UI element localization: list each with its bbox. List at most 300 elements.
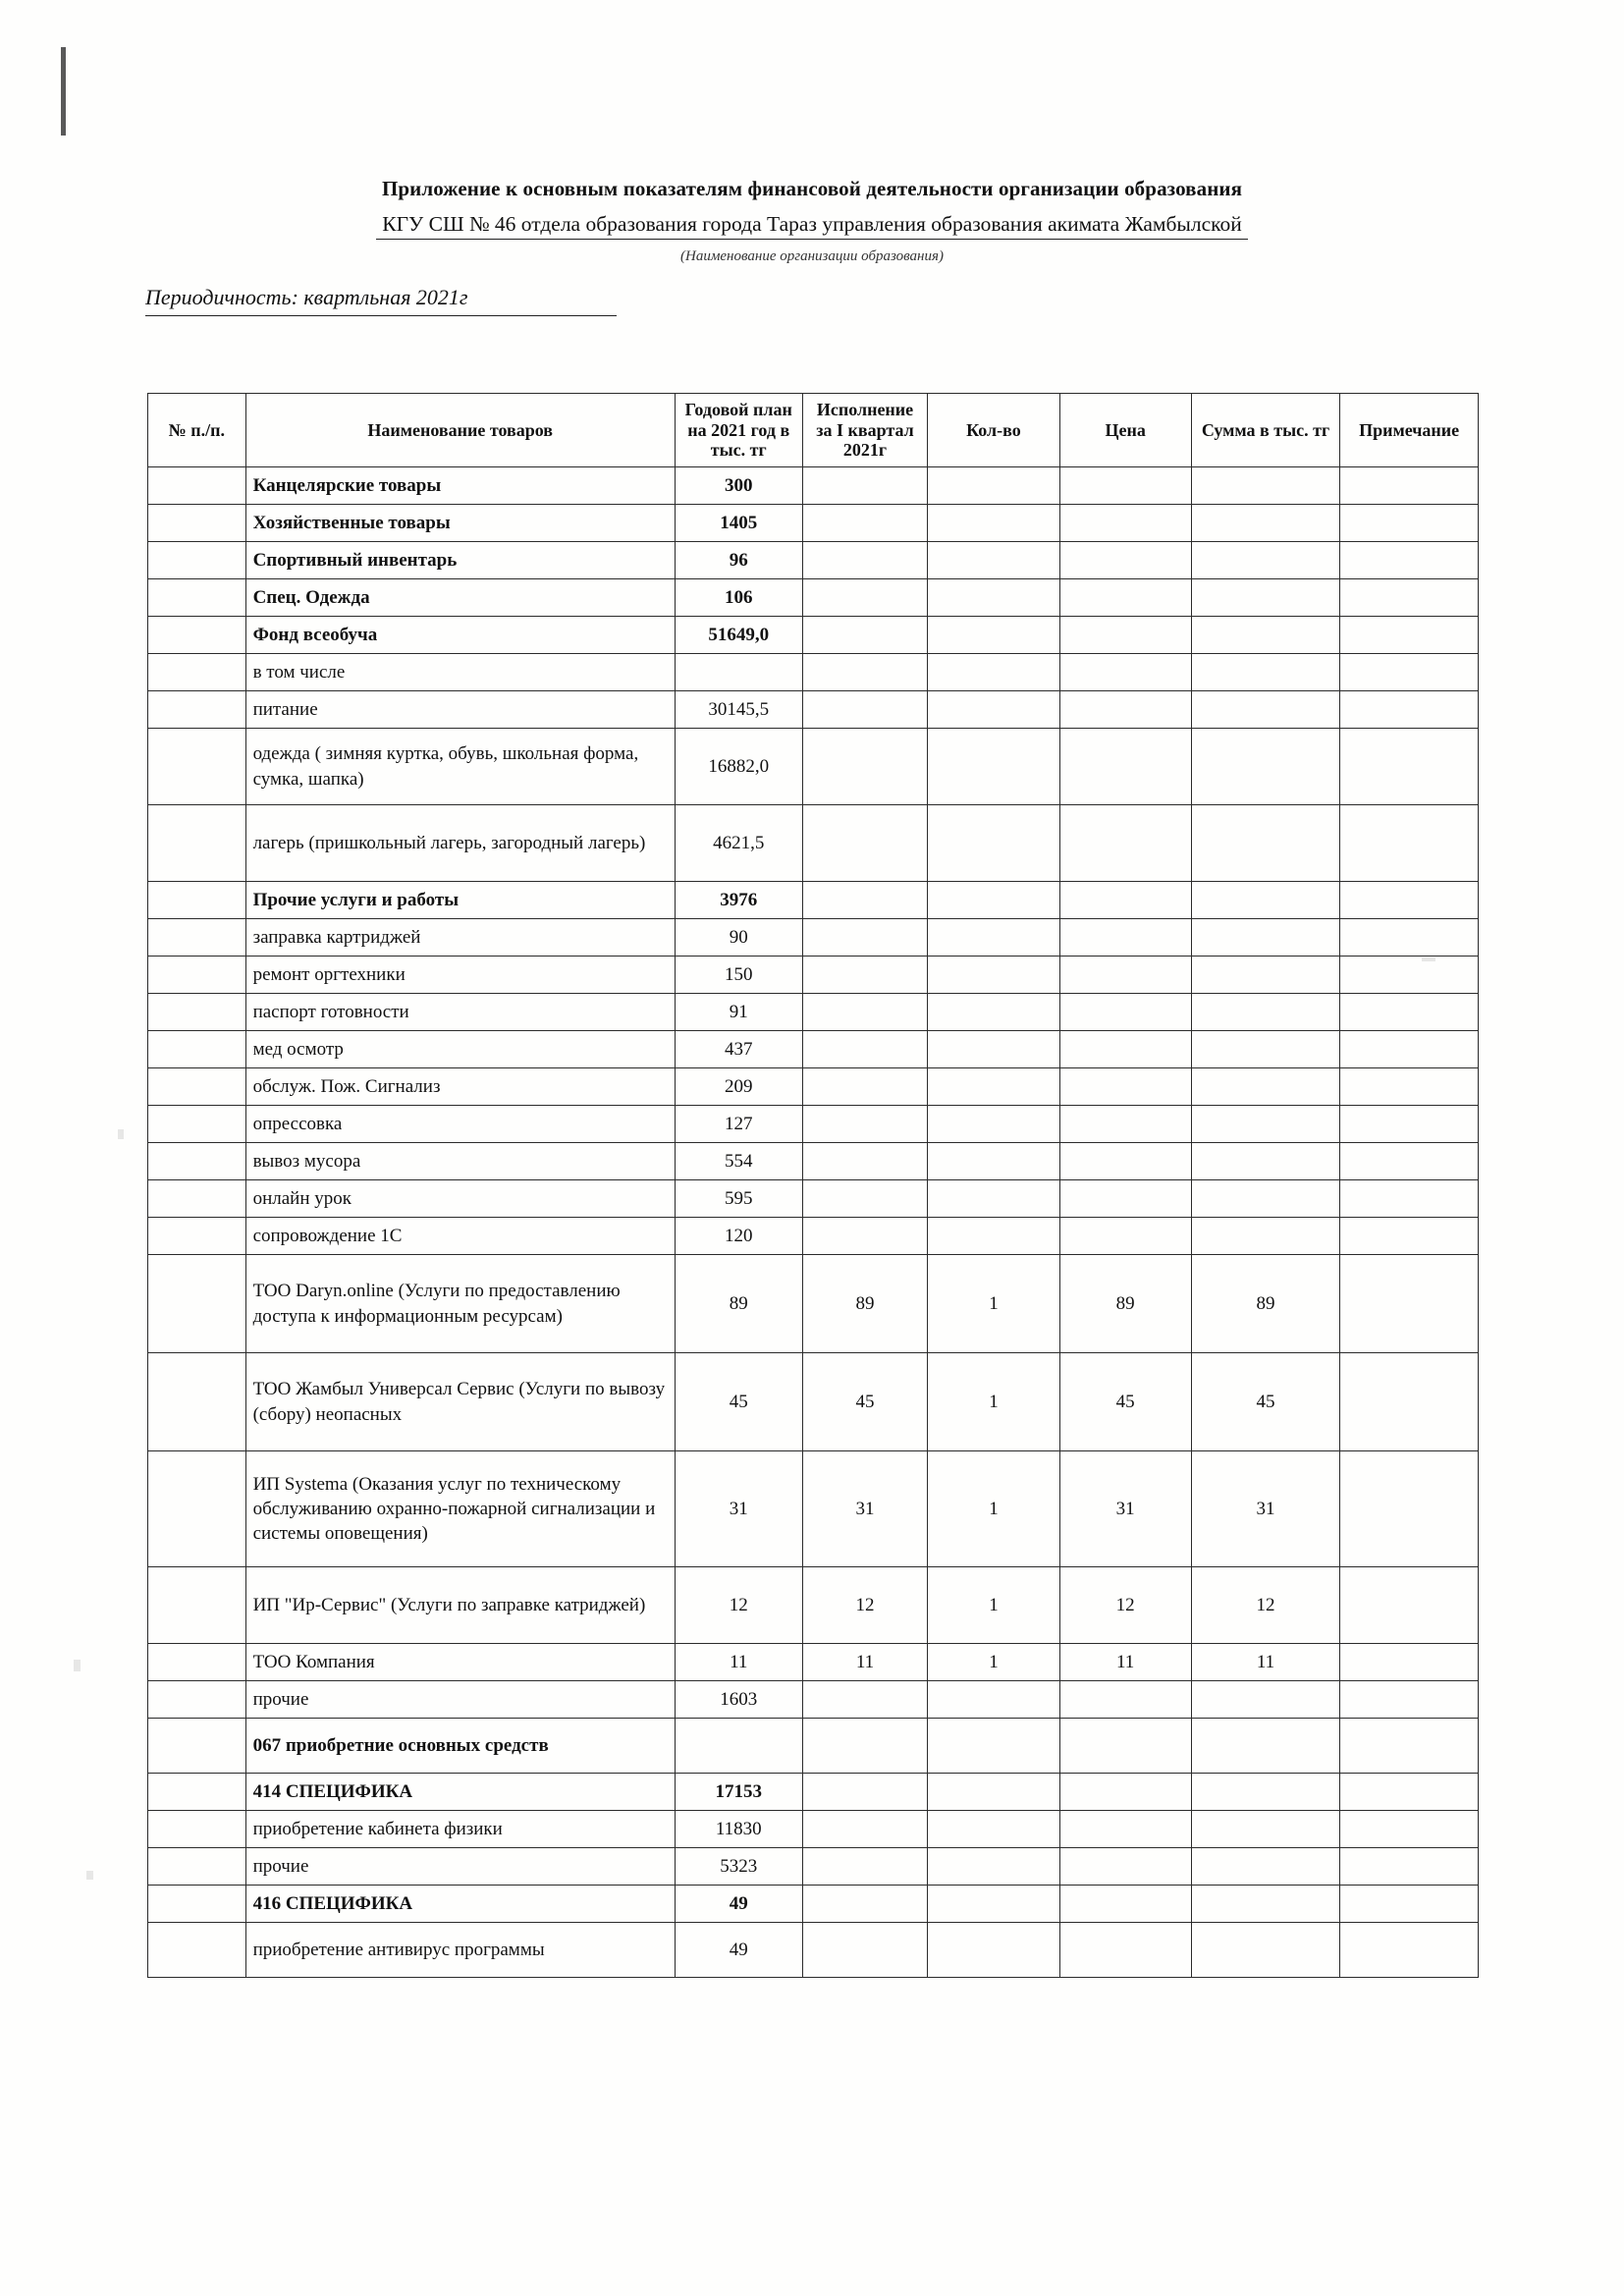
cell-sum: 31 bbox=[1191, 1451, 1340, 1567]
cell-q1-execution bbox=[802, 1923, 928, 1978]
cell-sum bbox=[1191, 1068, 1340, 1106]
cell-annual-plan: 51649,0 bbox=[675, 617, 802, 654]
cell-note bbox=[1340, 617, 1479, 654]
cell-no bbox=[148, 957, 246, 994]
cell-sum bbox=[1191, 805, 1340, 882]
cell-no bbox=[148, 1031, 246, 1068]
table-row bbox=[148, 1923, 1479, 1978]
cell-q1-execution: 45 bbox=[802, 1353, 928, 1451]
cell-goods-name: сопровождение 1С bbox=[245, 1218, 675, 1255]
table-row bbox=[148, 691, 1479, 729]
cell-note bbox=[1340, 1811, 1479, 1848]
table-row bbox=[148, 729, 1479, 805]
cell-annual-plan: 127 bbox=[675, 1106, 802, 1143]
cell-no bbox=[148, 729, 246, 805]
cell-q1-execution bbox=[802, 617, 928, 654]
cell-sum bbox=[1191, 691, 1340, 729]
cell-annual-plan: 17153 bbox=[675, 1774, 802, 1811]
cell-price bbox=[1059, 919, 1191, 957]
cell-q1-execution bbox=[802, 1886, 928, 1923]
cell-sum bbox=[1191, 1143, 1340, 1180]
cell-sum bbox=[1191, 1848, 1340, 1886]
table-row bbox=[148, 1143, 1479, 1180]
cell-price bbox=[1059, 882, 1191, 919]
table-row bbox=[148, 467, 1479, 505]
cell-goods-name: приобретение антивирус программы bbox=[245, 1923, 675, 1978]
cell-no bbox=[148, 654, 246, 691]
cell-note bbox=[1340, 1218, 1479, 1255]
cell-no bbox=[148, 467, 246, 505]
cell-note bbox=[1340, 1923, 1479, 1978]
cell-sum bbox=[1191, 994, 1340, 1031]
table-row bbox=[148, 1644, 1479, 1681]
cell-note bbox=[1340, 654, 1479, 691]
cell-q1-execution bbox=[802, 1031, 928, 1068]
cell-annual-plan: 16882,0 bbox=[675, 729, 802, 805]
cell-quantity bbox=[928, 542, 1059, 579]
cell-goods-name: 416 СПЕЦИФИКА bbox=[245, 1886, 675, 1923]
cell-goods-name: лагерь (пришкольный лагерь, загородный лагерь) bbox=[245, 805, 675, 882]
cell-price bbox=[1059, 1681, 1191, 1719]
table-row bbox=[148, 1719, 1479, 1774]
cell-no bbox=[148, 1923, 246, 1978]
cell-note bbox=[1340, 882, 1479, 919]
cell-note bbox=[1340, 1106, 1479, 1143]
scan-edge-mark bbox=[61, 47, 66, 136]
cell-goods-name: ремонт оргтехники bbox=[245, 957, 675, 994]
cell-no bbox=[148, 1143, 246, 1180]
cell-goods-name: 414 СПЕЦИФИКА bbox=[245, 1774, 675, 1811]
cell-goods-name: Фонд всеобуча bbox=[245, 617, 675, 654]
table-row bbox=[148, 1068, 1479, 1106]
cell-quantity bbox=[928, 691, 1059, 729]
cell-price bbox=[1059, 1218, 1191, 1255]
table-row bbox=[148, 505, 1479, 542]
financial-indicators-table bbox=[147, 393, 1479, 1978]
table-row bbox=[148, 1886, 1479, 1923]
cell-goods-name: питание bbox=[245, 691, 675, 729]
cell-annual-plan: 1603 bbox=[675, 1681, 802, 1719]
cell-quantity: 1 bbox=[928, 1255, 1059, 1353]
cell-no bbox=[148, 505, 246, 542]
cell-no bbox=[148, 1106, 246, 1143]
cell-quantity bbox=[928, 579, 1059, 617]
cell-annual-plan: 96 bbox=[675, 542, 802, 579]
cell-note bbox=[1340, 1353, 1479, 1451]
cell-price bbox=[1059, 1143, 1191, 1180]
column-header-annual-plan: Годовой план на 2021 год в тыс. тг bbox=[675, 394, 802, 467]
cell-price bbox=[1059, 1811, 1191, 1848]
cell-sum bbox=[1191, 1811, 1340, 1848]
table-row bbox=[148, 1031, 1479, 1068]
cell-annual-plan: 1405 bbox=[675, 505, 802, 542]
cell-goods-name: Прочие услуги и работы bbox=[245, 882, 675, 919]
cell-no bbox=[148, 1719, 246, 1774]
cell-annual-plan: 11830 bbox=[675, 1811, 802, 1848]
cell-annual-plan: 45 bbox=[675, 1353, 802, 1451]
cell-note bbox=[1340, 542, 1479, 579]
cell-no bbox=[148, 579, 246, 617]
cell-quantity bbox=[928, 654, 1059, 691]
cell-price bbox=[1059, 1719, 1191, 1774]
cell-annual-plan: 209 bbox=[675, 1068, 802, 1106]
column-header-note: Примечание bbox=[1340, 394, 1479, 467]
cell-note bbox=[1340, 1180, 1479, 1218]
cell-goods-name: приобретение кабинета физики bbox=[245, 1811, 675, 1848]
cell-no bbox=[148, 1886, 246, 1923]
table-header-row bbox=[148, 394, 1479, 467]
cell-goods-name: ИП Systema (Оказания услуг по техническому обслуживанию охранно-пожарной сигнализации и системы оповещения) bbox=[245, 1451, 675, 1567]
cell-no bbox=[148, 882, 246, 919]
organization-name-caption: (Наименование организации образования) bbox=[680, 248, 944, 264]
cell-annual-plan: 595 bbox=[675, 1180, 802, 1218]
table-row bbox=[148, 957, 1479, 994]
table-row bbox=[148, 994, 1479, 1031]
cell-price bbox=[1059, 542, 1191, 579]
cell-sum bbox=[1191, 542, 1340, 579]
cell-price bbox=[1059, 654, 1191, 691]
cell-goods-name: обслуж. Пож. Сигнализ bbox=[245, 1068, 675, 1106]
cell-note bbox=[1340, 805, 1479, 882]
cell-goods-name: Спец. Одежда bbox=[245, 579, 675, 617]
cell-q1-execution bbox=[802, 1106, 928, 1143]
table-row bbox=[148, 579, 1479, 617]
page-title: Приложение к основным показателям финансовой деятельности организации образования bbox=[381, 177, 1243, 200]
cell-q1-execution bbox=[802, 505, 928, 542]
cell-quantity bbox=[928, 1031, 1059, 1068]
cell-q1-execution: 12 bbox=[802, 1567, 928, 1644]
table-row bbox=[148, 1848, 1479, 1886]
column-header-price: Цена bbox=[1059, 394, 1191, 467]
cell-annual-plan: 150 bbox=[675, 957, 802, 994]
cell-price bbox=[1059, 505, 1191, 542]
cell-annual-plan: 90 bbox=[675, 919, 802, 957]
cell-annual-plan: 30145,5 bbox=[675, 691, 802, 729]
cell-sum bbox=[1191, 1774, 1340, 1811]
cell-annual-plan: 31 bbox=[675, 1451, 802, 1567]
cell-price bbox=[1059, 994, 1191, 1031]
cell-sum: 11 bbox=[1191, 1644, 1340, 1681]
column-header-no: № п./п. bbox=[148, 394, 246, 467]
cell-goods-name: в том числе bbox=[245, 654, 675, 691]
cell-q1-execution bbox=[802, 691, 928, 729]
cell-note bbox=[1340, 957, 1479, 994]
cell-quantity bbox=[928, 1811, 1059, 1848]
cell-no bbox=[148, 1353, 246, 1451]
cell-quantity bbox=[928, 805, 1059, 882]
cell-quantity bbox=[928, 729, 1059, 805]
cell-annual-plan: 300 bbox=[675, 467, 802, 505]
cell-note bbox=[1340, 1068, 1479, 1106]
cell-goods-name: опрессовка bbox=[245, 1106, 675, 1143]
cell-q1-execution bbox=[802, 467, 928, 505]
cell-quantity: 1 bbox=[928, 1567, 1059, 1644]
cell-no bbox=[148, 1451, 246, 1567]
cell-no bbox=[148, 1774, 246, 1811]
cell-q1-execution bbox=[802, 1719, 928, 1774]
cell-annual-plan: 106 bbox=[675, 579, 802, 617]
cell-q1-execution bbox=[802, 654, 928, 691]
cell-q1-execution bbox=[802, 1143, 928, 1180]
cell-sum bbox=[1191, 1681, 1340, 1719]
cell-no bbox=[148, 542, 246, 579]
cell-q1-execution bbox=[802, 919, 928, 957]
cell-no bbox=[148, 994, 246, 1031]
cell-annual-plan bbox=[675, 654, 802, 691]
cell-no bbox=[148, 805, 246, 882]
cell-price bbox=[1059, 1774, 1191, 1811]
cell-no bbox=[148, 1848, 246, 1886]
cell-sum bbox=[1191, 505, 1340, 542]
cell-note bbox=[1340, 691, 1479, 729]
cell-price: 12 bbox=[1059, 1567, 1191, 1644]
cell-note bbox=[1340, 1644, 1479, 1681]
cell-price bbox=[1059, 729, 1191, 805]
cell-no bbox=[148, 1255, 246, 1353]
cell-goods-name: мед осмотр bbox=[245, 1031, 675, 1068]
cell-goods-name: паспорт готовности bbox=[245, 994, 675, 1031]
cell-sum bbox=[1191, 1719, 1340, 1774]
column-header-sum: Сумма в тыс. тг bbox=[1191, 394, 1340, 467]
cell-quantity bbox=[928, 1681, 1059, 1719]
cell-goods-name: заправка картриджей bbox=[245, 919, 675, 957]
cell-price: 31 bbox=[1059, 1451, 1191, 1567]
cell-note bbox=[1340, 729, 1479, 805]
cell-sum: 12 bbox=[1191, 1567, 1340, 1644]
cell-goods-name: одежда ( зимняя куртка, обувь, школьная форма, сумка, шапка) bbox=[245, 729, 675, 805]
cell-quantity bbox=[928, 1848, 1059, 1886]
table-row bbox=[148, 1106, 1479, 1143]
cell-note bbox=[1340, 1719, 1479, 1774]
cell-sum bbox=[1191, 1886, 1340, 1923]
cell-note bbox=[1340, 505, 1479, 542]
cell-q1-execution bbox=[802, 542, 928, 579]
table-row bbox=[148, 654, 1479, 691]
table-row bbox=[148, 882, 1479, 919]
cell-price bbox=[1059, 805, 1191, 882]
cell-annual-plan: 49 bbox=[675, 1923, 802, 1978]
cell-note bbox=[1340, 1681, 1479, 1719]
cell-q1-execution bbox=[802, 1180, 928, 1218]
cell-annual-plan bbox=[675, 1719, 802, 1774]
cell-goods-name: 067 приобретние основных средств bbox=[245, 1719, 675, 1774]
cell-no bbox=[148, 919, 246, 957]
table-row bbox=[148, 919, 1479, 957]
cell-q1-execution bbox=[802, 994, 928, 1031]
cell-quantity bbox=[928, 467, 1059, 505]
cell-q1-execution bbox=[802, 882, 928, 919]
cell-price: 11 bbox=[1059, 1644, 1191, 1681]
cell-sum bbox=[1191, 654, 1340, 691]
cell-quantity bbox=[928, 882, 1059, 919]
cell-goods-name: ТОО Жамбыл Универсал Сервис (Услуги по вывозу (сбору) неопасных bbox=[245, 1353, 675, 1451]
cell-q1-execution: 11 bbox=[802, 1644, 928, 1681]
cell-no bbox=[148, 1681, 246, 1719]
cell-annual-plan: 49 bbox=[675, 1886, 802, 1923]
cell-quantity bbox=[928, 919, 1059, 957]
cell-note bbox=[1340, 1774, 1479, 1811]
cell-goods-name: Спортивный инвентарь bbox=[245, 542, 675, 579]
cell-no bbox=[148, 1644, 246, 1681]
cell-q1-execution bbox=[802, 957, 928, 994]
cell-price bbox=[1059, 467, 1191, 505]
column-header-goods-name: Наименование товаров bbox=[245, 394, 675, 467]
scan-speck-1 bbox=[118, 1129, 124, 1139]
cell-note bbox=[1340, 1567, 1479, 1644]
cell-q1-execution bbox=[802, 729, 928, 805]
scan-speck-2 bbox=[74, 1660, 81, 1671]
cell-goods-name: прочие bbox=[245, 1848, 675, 1886]
table-row bbox=[148, 1567, 1479, 1644]
table-row bbox=[148, 1774, 1479, 1811]
cell-price bbox=[1059, 617, 1191, 654]
table-row bbox=[148, 1811, 1479, 1848]
cell-price bbox=[1059, 1106, 1191, 1143]
cell-goods-name: прочие bbox=[245, 1681, 675, 1719]
table-row bbox=[148, 805, 1479, 882]
cell-quantity bbox=[928, 1068, 1059, 1106]
scan-speck-3 bbox=[86, 1871, 93, 1880]
cell-quantity bbox=[928, 1719, 1059, 1774]
cell-goods-name: ТОО Daryn.online (Услуги по предоставлению доступа к информационным ресурсам) bbox=[245, 1255, 675, 1353]
cell-note bbox=[1340, 1848, 1479, 1886]
cell-sum: 89 bbox=[1191, 1255, 1340, 1353]
cell-sum bbox=[1191, 579, 1340, 617]
cell-price bbox=[1059, 579, 1191, 617]
cell-annual-plan: 4621,5 bbox=[675, 805, 802, 882]
cell-goods-name: вывоз мусора bbox=[245, 1143, 675, 1180]
cell-no bbox=[148, 617, 246, 654]
cell-sum bbox=[1191, 1218, 1340, 1255]
cell-quantity bbox=[928, 994, 1059, 1031]
cell-note bbox=[1340, 994, 1479, 1031]
cell-sum bbox=[1191, 1031, 1340, 1068]
cell-price: 89 bbox=[1059, 1255, 1191, 1353]
table-row bbox=[148, 542, 1479, 579]
cell-q1-execution bbox=[802, 1218, 928, 1255]
cell-quantity bbox=[928, 1106, 1059, 1143]
cell-sum bbox=[1191, 467, 1340, 505]
table-row bbox=[148, 1681, 1479, 1719]
cell-goods-name: Канцелярские товары bbox=[245, 467, 675, 505]
cell-no bbox=[148, 1068, 246, 1106]
column-header-quantity: Кол-во bbox=[928, 394, 1059, 467]
cell-price: 45 bbox=[1059, 1353, 1191, 1451]
cell-q1-execution bbox=[802, 1848, 928, 1886]
cell-quantity bbox=[928, 505, 1059, 542]
cell-price bbox=[1059, 1031, 1191, 1068]
cell-note bbox=[1340, 1031, 1479, 1068]
cell-annual-plan: 91 bbox=[675, 994, 802, 1031]
cell-note bbox=[1340, 467, 1479, 505]
cell-q1-execution: 89 bbox=[802, 1255, 928, 1353]
document-header bbox=[0, 177, 1624, 265]
cell-annual-plan: 120 bbox=[675, 1218, 802, 1255]
cell-q1-execution: 31 bbox=[802, 1451, 928, 1567]
cell-sum bbox=[1191, 1923, 1340, 1978]
cell-quantity bbox=[928, 1143, 1059, 1180]
cell-price bbox=[1059, 1068, 1191, 1106]
cell-no bbox=[148, 691, 246, 729]
cell-annual-plan: 437 bbox=[675, 1031, 802, 1068]
column-header-q1-execution: Исполнение за I квартал 2021г bbox=[802, 394, 928, 467]
cell-q1-execution bbox=[802, 1681, 928, 1719]
cell-quantity bbox=[928, 1886, 1059, 1923]
cell-sum bbox=[1191, 617, 1340, 654]
cell-q1-execution bbox=[802, 1774, 928, 1811]
cell-price bbox=[1059, 1886, 1191, 1923]
cell-goods-name: Хозяйственные товары bbox=[245, 505, 675, 542]
cell-goods-name: ТОО Компания bbox=[245, 1644, 675, 1681]
cell-annual-plan: 89 bbox=[675, 1255, 802, 1353]
cell-goods-name: онлайн урок bbox=[245, 1180, 675, 1218]
table-row bbox=[148, 1353, 1479, 1451]
cell-quantity bbox=[928, 1923, 1059, 1978]
cell-sum bbox=[1191, 1106, 1340, 1143]
cell-note bbox=[1340, 1451, 1479, 1567]
cell-quantity bbox=[928, 1180, 1059, 1218]
cell-annual-plan: 554 bbox=[675, 1143, 802, 1180]
cell-price bbox=[1059, 691, 1191, 729]
cell-q1-execution bbox=[802, 805, 928, 882]
cell-quantity bbox=[928, 617, 1059, 654]
cell-q1-execution bbox=[802, 579, 928, 617]
cell-quantity bbox=[928, 1774, 1059, 1811]
cell-no bbox=[148, 1218, 246, 1255]
cell-sum bbox=[1191, 957, 1340, 994]
cell-sum bbox=[1191, 1180, 1340, 1218]
cell-goods-name: ИП "Ир-Сервис" (Услуги по заправке катриджей) bbox=[245, 1567, 675, 1644]
cell-annual-plan: 12 bbox=[675, 1567, 802, 1644]
cell-note bbox=[1340, 1143, 1479, 1180]
cell-sum bbox=[1191, 729, 1340, 805]
cell-quantity bbox=[928, 1218, 1059, 1255]
cell-price bbox=[1059, 1848, 1191, 1886]
cell-q1-execution bbox=[802, 1068, 928, 1106]
cell-sum: 45 bbox=[1191, 1353, 1340, 1451]
cell-quantity: 1 bbox=[928, 1451, 1059, 1567]
organization-name: КГУ СШ № 46 отдела образования города Тараз управления образования акимата Жамбылской bbox=[376, 212, 1248, 240]
cell-annual-plan: 5323 bbox=[675, 1848, 802, 1886]
cell-note bbox=[1340, 1886, 1479, 1923]
table-row bbox=[148, 1451, 1479, 1567]
table-row bbox=[148, 1180, 1479, 1218]
table-row bbox=[148, 1255, 1479, 1353]
table-row bbox=[148, 617, 1479, 654]
cell-no bbox=[148, 1567, 246, 1644]
cell-price bbox=[1059, 1923, 1191, 1978]
cell-annual-plan: 3976 bbox=[675, 882, 802, 919]
cell-no bbox=[148, 1811, 246, 1848]
cell-note bbox=[1340, 1255, 1479, 1353]
periodicity-field bbox=[145, 285, 617, 316]
cell-price bbox=[1059, 1180, 1191, 1218]
cell-quantity: 1 bbox=[928, 1353, 1059, 1451]
cell-no bbox=[148, 1180, 246, 1218]
cell-note bbox=[1340, 919, 1479, 957]
cell-q1-execution bbox=[802, 1811, 928, 1848]
cell-annual-plan: 11 bbox=[675, 1644, 802, 1681]
cell-quantity bbox=[928, 957, 1059, 994]
cell-sum bbox=[1191, 919, 1340, 957]
table-body bbox=[148, 467, 1479, 1978]
cell-quantity: 1 bbox=[928, 1644, 1059, 1681]
cell-sum bbox=[1191, 882, 1340, 919]
table-row bbox=[148, 1218, 1479, 1255]
cell-price bbox=[1059, 957, 1191, 994]
periodicity-value: Периодичность: квартльная 2021г bbox=[145, 285, 617, 316]
cell-note bbox=[1340, 579, 1479, 617]
